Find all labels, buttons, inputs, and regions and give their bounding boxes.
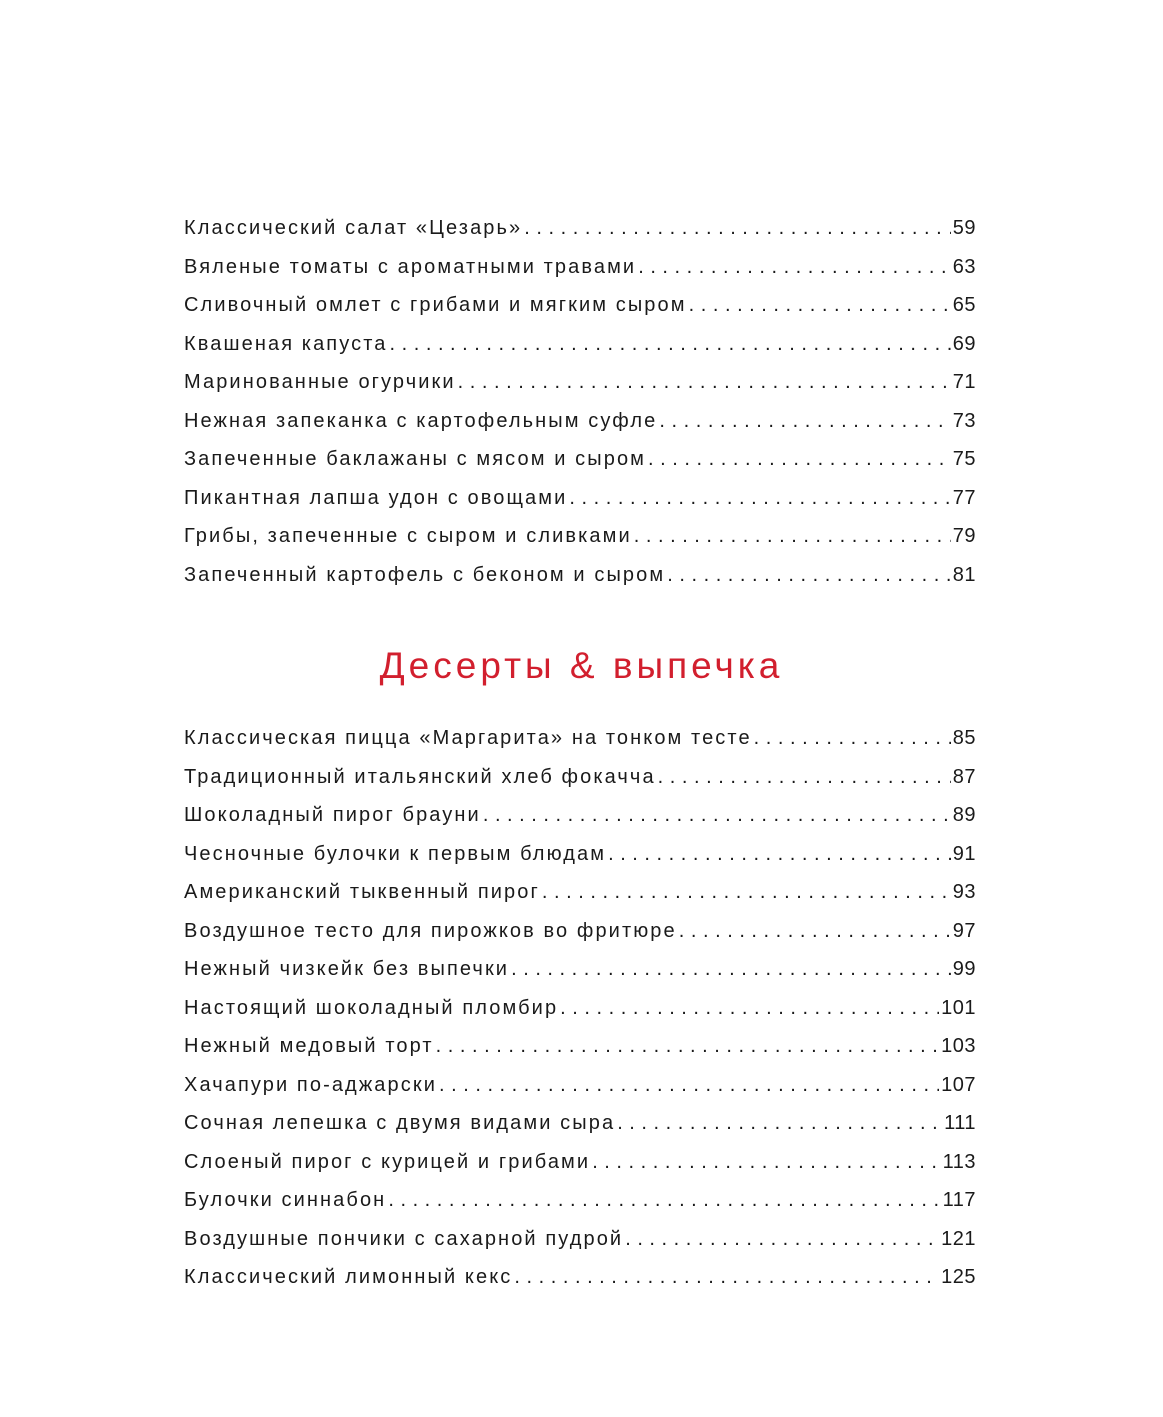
toc-entry-page: 101 [941, 996, 976, 1019]
toc-entry[interactable] [184, 371, 976, 410]
toc-entry[interactable] [184, 1189, 976, 1228]
toc-entry-page: 103 [941, 1035, 976, 1057]
toc-entry-page: 91 [952, 842, 976, 865]
dot-leader [439, 1074, 939, 1097]
dot-leader [754, 727, 951, 750]
toc-entry-title: Нежная запеканка с картофельным суфле [184, 409, 658, 432]
toc-entry-title: Вяленые томаты с ароматными травами [184, 255, 637, 278]
toc-entry[interactable] [184, 1151, 976, 1190]
toc-list-main [184, 217, 976, 602]
dot-leader [658, 766, 951, 789]
dot-leader [458, 371, 951, 394]
toc-entry-title: Булочки синнабон [184, 1189, 387, 1211]
toc-entry-title: Воздушное тесто для пирожков во фритюре [184, 919, 677, 942]
toc-entry-page: 59 [952, 217, 976, 239]
toc-entry[interactable] [184, 958, 976, 997]
toc-entry-page: 89 [952, 804, 976, 826]
toc-entry-page: 69 [952, 332, 976, 355]
toc-entry[interactable] [184, 804, 976, 843]
toc-entry[interactable] [184, 410, 976, 449]
toc-entry[interactable] [184, 217, 976, 256]
toc-entry[interactable] [184, 920, 976, 959]
toc-entry-title: Традиционный итальянский хлеб фокачча [184, 765, 656, 788]
section-heading: Десерты & выпечка [379, 645, 784, 686]
dot-leader [659, 410, 950, 433]
toc-entry[interactable] [184, 997, 976, 1036]
dot-leader [638, 256, 951, 279]
toc-entry-page: 121 [941, 1227, 976, 1250]
toc-entry-page: 117 [942, 1189, 976, 1211]
toc-entry[interactable] [184, 1228, 976, 1267]
dot-leader [542, 881, 951, 904]
toc-entry-page: 71 [952, 371, 976, 393]
toc-entry-title: Пикантная лапша удон с овощами [184, 486, 568, 509]
dot-leader [560, 997, 939, 1020]
toc-entry[interactable] [184, 843, 976, 882]
toc-entry-title: Классический лимонный кекс [184, 1266, 513, 1288]
toc-entry[interactable] [184, 487, 976, 526]
toc-entry[interactable] [184, 1035, 976, 1074]
dot-leader [511, 958, 951, 981]
toc-entry-title: Маринованные огурчики [184, 371, 456, 393]
toc-entry[interactable] [184, 564, 976, 603]
toc-entry-title: Настоящий шоколадный пломбир [184, 996, 559, 1019]
toc-entry-title: Американский тыквенный пирог [184, 881, 540, 903]
dot-leader [569, 487, 950, 510]
toc-entry-title: Грибы, запеченные с сыром и сливками [184, 525, 632, 547]
toc-entry-page: 87 [952, 765, 976, 788]
dot-leader [524, 217, 950, 240]
dot-leader [514, 1266, 939, 1289]
dot-leader [592, 1151, 940, 1174]
toc-entry[interactable] [184, 1266, 976, 1305]
toc-entry-page: 79 [952, 525, 976, 547]
toc-entry-title: Квашеная капуста [184, 332, 388, 355]
toc-entry-page: 99 [952, 958, 976, 980]
toc-entry-title: Нежный чизкейк без выпечки [184, 958, 510, 980]
toc-entry-page: 73 [952, 409, 976, 432]
toc-entry-title: Воздушные пончики с сахарной пудрой [184, 1227, 624, 1250]
toc-entry-page: 77 [952, 486, 976, 509]
dot-leader [679, 920, 951, 943]
toc-entry-title: Запеченные баклажаны с мясом и сыром [184, 448, 647, 470]
dot-leader [436, 1035, 939, 1058]
toc-entry-page: 93 [952, 881, 976, 903]
toc-entry-page: 97 [952, 919, 976, 942]
toc-entry-page: 65 [952, 294, 976, 316]
toc-entry-title: Хачапури по-аджарски [184, 1073, 437, 1096]
toc-entry-title: Шоколадный пирог брауни [184, 804, 481, 826]
dot-leader [617, 1112, 942, 1135]
toc-entry-title: Классическая пицца «Маргарита» на тонком тесте [184, 727, 752, 749]
toc-entry-title: Сливочный омлет с грибами и мягким сыром [184, 294, 687, 316]
dot-leader [389, 333, 950, 356]
dot-leader [648, 448, 951, 471]
toc-entry[interactable] [184, 766, 976, 805]
toc-entry-title: Классический салат «Цезарь» [184, 217, 523, 239]
dot-leader [634, 525, 951, 548]
toc-entry[interactable] [184, 1074, 976, 1113]
toc-entry-page: 81 [952, 563, 976, 586]
dot-leader [689, 294, 951, 317]
toc-entry-title: Слоеный пирог с курицей и грибами [184, 1150, 591, 1173]
dot-leader [667, 564, 951, 587]
toc-entry[interactable] [184, 333, 976, 372]
dot-leader [608, 843, 951, 866]
toc-entry-page: 85 [952, 727, 976, 749]
toc-entry-page: 113 [942, 1150, 976, 1173]
toc-entry-page: 75 [952, 448, 976, 470]
dot-leader [625, 1228, 939, 1251]
toc-entry-title: Сочная лепешка с двумя видами сыра [184, 1112, 616, 1134]
dot-leader [388, 1189, 940, 1212]
toc-entry-page: 111 [944, 1112, 976, 1134]
toc-entry-title: Запеченный картофель с беконом и сыром [184, 563, 666, 586]
toc-entry[interactable] [184, 727, 976, 766]
toc-entry-page: 107 [941, 1073, 976, 1096]
toc-entry-title: Чесночные булочки к первым блюдам [184, 842, 607, 865]
toc-entry-title: Нежный медовый торт [184, 1035, 434, 1057]
toc-entry[interactable] [184, 525, 976, 564]
toc-list-desserts [184, 727, 976, 1305]
toc-entry[interactable] [184, 448, 976, 487]
toc-entry[interactable] [184, 1112, 976, 1151]
toc-entry-page: 63 [952, 255, 976, 278]
toc-entry-page: 125 [941, 1266, 976, 1288]
toc-entry[interactable] [184, 294, 976, 333]
dot-leader [483, 804, 951, 827]
toc-entry[interactable] [184, 256, 976, 295]
toc-entry[interactable] [184, 881, 976, 920]
